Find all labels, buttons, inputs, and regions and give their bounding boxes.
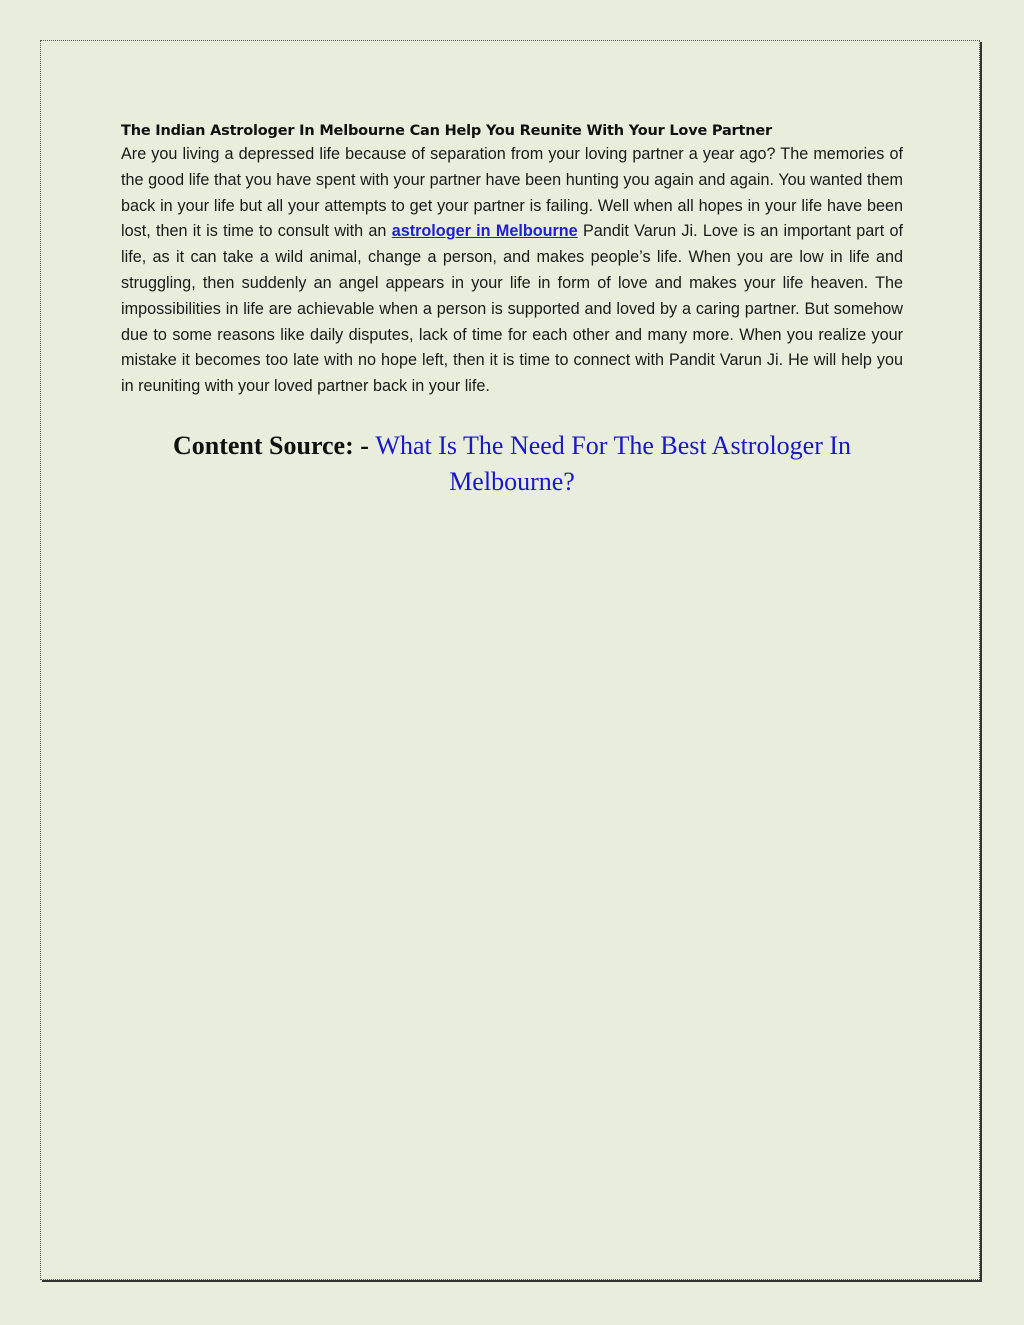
content-source-link[interactable]: What Is The Need For The Best Astrologer In Melbourne?: [375, 431, 852, 496]
article-heading: The Indian Astrologer In Melbourne Can Help You Reunite With Your Love Partner: [121, 123, 772, 139]
article-body: [121, 120, 903, 400]
astrologer-in-melbourne-link[interactable]: astrologer in Melbourne: [391, 222, 578, 241]
paragraph-text-before-link: Are you living a depressed life because of separation from your loving partner a year ago? The memories of the good life that you have spent with your partner have been hunting you again and again. You wanted them back in your life but all your attempts to get your partner is failing. Well when all hopes in your life have been lost, then it is time to consult with an: [121, 145, 903, 241]
content-source-label: Content Source: -: [172, 431, 376, 460]
article-paragraph: [121, 142, 903, 400]
content-source: [121, 428, 903, 500]
paragraph-text-after-link: Pandit Varun Ji. Love is an important part of life, as it can take a wild animal, change a person, and makes people’s life. When you are low in life and struggling, then suddenly an angel appears in your life in form of love and makes your life heaven. The impossibilities in life are achievable when a person is supported and loved by a caring partner. But somehow due to some reasons like daily disputes, lack of time for each other and many more. When you realize your mistake it becomes too late with no hope left, then it is time to connect with Pandit Varun Ji. He will help you in reuniting with your loved partner back in your life.: [121, 222, 903, 396]
